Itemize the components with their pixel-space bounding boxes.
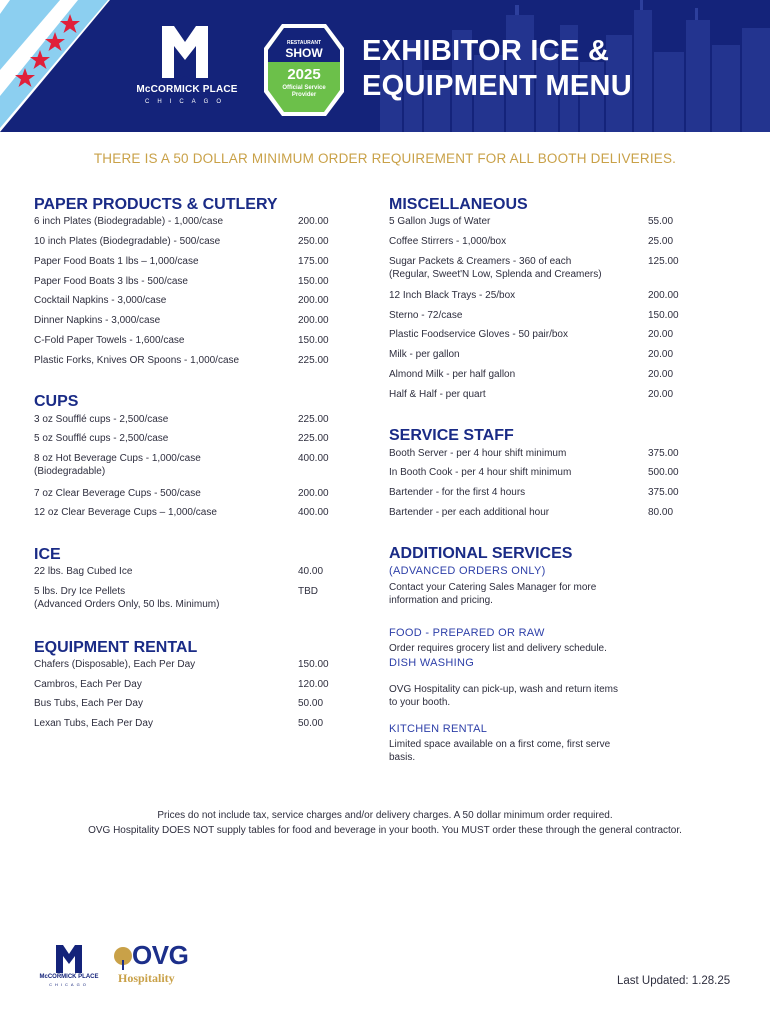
menu-item-price: 150.00	[298, 659, 329, 670]
footer-note-tables: OVG Hospitality DOES NOT supply tables for food and beverage in your booth. You MUST order these through the general contractor.	[88, 825, 682, 836]
footer-m-icon	[34, 944, 104, 974]
menu-item-price: 200.00	[648, 290, 679, 301]
menu-item-price: 50.00	[298, 698, 324, 709]
menu-item-name: 22 lbs. Bag Cubed Ice	[34, 566, 133, 577]
kitchen-rental-label: KITCHEN RENTAL	[389, 723, 488, 735]
ovg-hospitality-logo	[110, 940, 189, 990]
menu-item-price: 500.00	[648, 467, 679, 478]
misc-heading: MISCELLANEOUS	[389, 196, 528, 213]
menu-item-price: 400.00	[298, 507, 329, 518]
menu-item-name: 5 oz Soufflé cups - 2,500/case	[34, 433, 169, 444]
menu-item-price: 175.00	[298, 256, 329, 267]
equipment-heading: EQUIPMENT RENTAL	[34, 639, 198, 656]
cups-heading: CUPS	[34, 393, 79, 410]
badge-line1: RESTAURANT	[286, 40, 322, 46]
menu-item-name: Half & Half - per quart	[389, 389, 486, 400]
minimum-order-notice: THERE IS A 50 DOLLAR MINIMUM ORDER REQUIREMENT FOR ALL BOOTH DELIVERIES.	[93, 151, 677, 166]
ovg-tree-icon	[112, 946, 134, 972]
ovg-subtitle: Hospitality	[118, 971, 175, 985]
staff-heading: SERVICE STAFF	[389, 427, 514, 444]
menu-item-price: 200.00	[298, 488, 329, 499]
badge-line4: Provider	[291, 92, 317, 98]
menu-item-price: 200.00	[298, 295, 329, 306]
menu-item-name: 6 inch Plates (Biodegradable) - 1,000/case	[34, 216, 224, 227]
menu-item-price: 20.00	[648, 369, 674, 380]
food-label: FOOD - PREPARED OR RAW	[389, 627, 545, 639]
menu-item-price: 200.00	[298, 216, 329, 227]
paper-heading: PAPER PRODUCTS & CUTLERY	[34, 196, 278, 213]
title-line2: EQUIPMENT MENU	[362, 70, 633, 102]
menu-item-name: Paper Food Boats 3 lbs - 500/case	[34, 276, 188, 287]
page-title	[362, 34, 632, 104]
ovg-wordmark: OVG	[132, 940, 189, 970]
header-banner	[0, 0, 770, 132]
restaurant-show-badge	[262, 22, 346, 118]
menu-item-name: 5 lbs. Dry Ice Pellets (Advanced Orders Only, 50 lbs. Minimum)	[34, 586, 220, 610]
kitchen-rental-text: Limited space available on a first come, first serve basis.	[389, 739, 611, 763]
menu-item-price: 55.00	[648, 216, 674, 227]
last-updated: Last Updated: 1.28.25	[617, 975, 731, 987]
menu-item-name: Sterno - 72/case	[389, 310, 463, 321]
menu-item-name: Lexan Tubs, Each Per Day	[34, 718, 153, 729]
menu-item-name: Dinner Napkins - 3,000/case	[34, 315, 161, 326]
menu-item-price: TBD	[298, 586, 318, 597]
additional-heading: ADDITIONAL SERVICES	[389, 545, 573, 562]
menu-item-price: 400.00	[298, 453, 329, 464]
menu-item-name: Chafers (Disposable), Each Per Day	[34, 659, 196, 670]
menu-item-name: Coffee Stirrers - 1,000/box	[389, 236, 507, 247]
menu-item-price: 225.00	[298, 355, 329, 366]
menu-item-name: Bus Tubs, Each Per Day	[34, 698, 143, 709]
mccormick-m-icon	[160, 24, 210, 80]
menu-item-price: 120.00	[298, 679, 329, 690]
advanced-orders-label: (ADVANCED ORDERS ONLY)	[389, 565, 546, 577]
mccormick-place-logo	[128, 24, 246, 108]
menu-item-name: Plastic Foodservice Gloves - 50 pair/box	[389, 329, 568, 340]
menu-item-price: 150.00	[298, 335, 329, 346]
menu-item-price: 125.00	[648, 256, 679, 267]
menu-item-price: 150.00	[298, 276, 329, 287]
menu-item-name: 3 oz Soufflé cups - 2,500/case	[34, 414, 169, 425]
menu-item-price: 40.00	[298, 566, 324, 577]
menu-item-name: Cambros, Each Per Day	[34, 679, 142, 690]
dish-washing-text: OVG Hospitality can pick-up, wash and return items to your booth.	[389, 684, 618, 708]
menu-item-price: 225.00	[298, 433, 329, 444]
menu-item-name: 12 oz Clear Beverage Cups – 1,000/case	[34, 507, 217, 518]
menu-item-price: 375.00	[648, 448, 679, 459]
menu-item-price: 25.00	[648, 236, 674, 247]
menu-item-price: 80.00	[648, 507, 674, 518]
menu-item-name: 5 Gallon Jugs of Water	[389, 216, 491, 227]
menu-item-name: 7 oz Clear Beverage Cups - 500/case	[34, 488, 201, 499]
menu-item-name: Milk - per gallon	[389, 349, 460, 360]
menu-item-name: In Booth Cook - per 4 hour shift minimum	[389, 467, 572, 478]
badge-year: 2025	[287, 66, 321, 83]
footer-note-pricing: Prices do not include tax, service charges and/or delivery charges. A 50 dollar minimum order required.	[157, 810, 613, 821]
menu-item-price: 150.00	[648, 310, 679, 321]
menu-item-price: 375.00	[648, 487, 679, 498]
menu-item-name: Bartender - for the first 4 hours	[389, 487, 526, 498]
logo-city: CHICAGO	[144, 99, 229, 105]
menu-item-name: C-Fold Paper Towels - 1,600/case	[34, 335, 185, 346]
menu-item-name: 12 Inch Black Trays - 25/box	[389, 290, 516, 301]
menu-item-name: Bartender - per each additional hour	[389, 507, 550, 518]
menu-item-price: 50.00	[298, 718, 324, 729]
advanced-orders-text: Contact your Catering Sales Manager for more information and pricing.	[389, 582, 597, 606]
badge-line2: SHOW	[285, 46, 323, 60]
menu-item-name: Sugar Packets & Creamers - 360 of each (Regular, Sweet'N Low, Splenda and Creamers)	[389, 256, 602, 280]
footer-logo-name: McCORMICK PLACE	[39, 974, 99, 980]
menu-item-price: 20.00	[648, 329, 674, 340]
menu-item-name: 8 oz Hot Beverage Cups - 1,000/case (Biodegradable)	[34, 453, 201, 477]
food-text: Order requires grocery list and delivery schedule.	[389, 643, 607, 654]
dish-washing-label: DISH WASHING	[389, 657, 475, 669]
menu-item-name: Cocktail Napkins - 3,000/case	[34, 295, 167, 306]
menu-item-price: 20.00	[648, 349, 674, 360]
menu-item-name: Plastic Forks, Knives OR Spoons - 1,000/case	[34, 355, 240, 366]
menu-item-price: 20.00	[648, 389, 674, 400]
menu-item-name: Booth Server - per 4 hour shift minimum	[389, 448, 567, 459]
logo-name: McCORMICK PLACE	[136, 84, 238, 95]
menu-item-price: 200.00	[298, 315, 329, 326]
footer-logo-city: CHICAGO	[49, 982, 89, 987]
badge-line3: Official Service	[282, 85, 326, 91]
menu-item-price: 225.00	[298, 414, 329, 425]
title-line1: EXHIBITOR ICE &	[362, 35, 610, 67]
menu-item-name: 10 inch Plates (Biodegradable) - 500/case	[34, 236, 221, 247]
menu-item-name: Paper Food Boats 1 lbs – 1,000/case	[34, 256, 199, 267]
menu-item-price: 250.00	[298, 236, 329, 247]
menu-item-name: Almond Milk - per half gallon	[389, 369, 516, 380]
footer-mccormick-logo	[34, 944, 104, 990]
ice-heading: ICE	[34, 546, 61, 563]
